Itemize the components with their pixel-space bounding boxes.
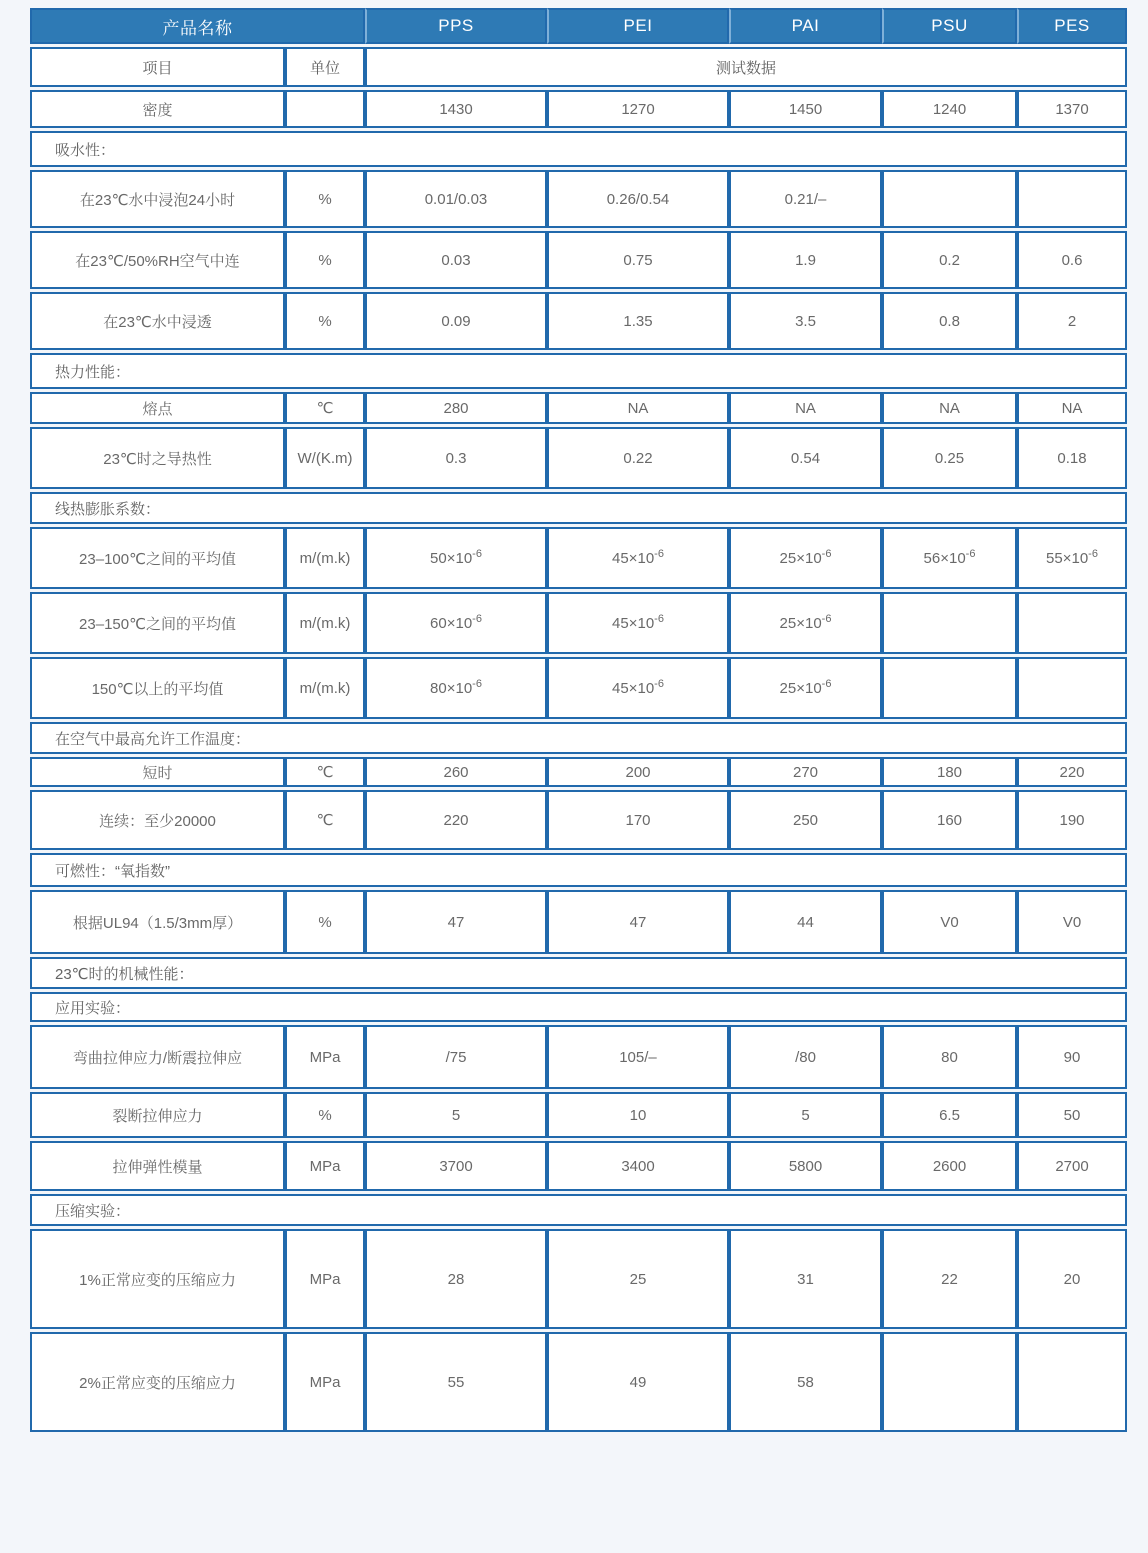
- unit-cell: ℃: [285, 757, 365, 787]
- value-cell: 190: [1017, 790, 1127, 850]
- data-row: [30, 427, 1127, 489]
- value-cell: 3400: [547, 1141, 729, 1191]
- value-cell: [1017, 657, 1127, 719]
- value-cell: 58: [729, 1332, 882, 1432]
- unit-cell: MPa: [285, 1141, 365, 1191]
- material-properties-table: [30, 5, 1127, 1435]
- value-cell: 22: [882, 1229, 1017, 1329]
- section-title: 在空气中最高允许工作温度：: [30, 722, 1127, 754]
- value-cell: 260: [365, 757, 547, 787]
- section-header-row: [30, 131, 1127, 167]
- unit-cell: %: [285, 1092, 365, 1138]
- data-row: [30, 1332, 1127, 1432]
- value-cell: [882, 592, 1017, 654]
- unit-cell: %: [285, 292, 365, 350]
- value-cell: 49: [547, 1332, 729, 1432]
- property-label-cell: 150℃以上的平均值: [30, 657, 285, 719]
- value-cell: 2: [1017, 292, 1127, 350]
- unit-cell: m/(m.k): [285, 592, 365, 654]
- value-cell: 25: [547, 1229, 729, 1329]
- value-cell: 5: [729, 1092, 882, 1138]
- value-cell: 0.8: [882, 292, 1017, 350]
- value-cell: /80: [729, 1025, 882, 1089]
- value-cell: 2700: [1017, 1141, 1127, 1191]
- section-title: 应用实验：: [30, 992, 1127, 1022]
- value-cell: 0.3: [365, 427, 547, 489]
- section-header-row: [30, 853, 1127, 887]
- value-cell: NA: [547, 392, 729, 424]
- data-row: [30, 527, 1127, 589]
- value-cell: 0.2: [882, 231, 1017, 289]
- property-label-cell: 在23℃水中浸泡24小时: [30, 170, 285, 228]
- property-label-cell: 23–150℃之间的平均值: [30, 592, 285, 654]
- value-cell: 1270: [547, 90, 729, 128]
- property-label-cell: 裂断拉伸应力: [30, 1092, 285, 1138]
- property-label-cell: 短时: [30, 757, 285, 787]
- value-cell: 200: [547, 757, 729, 787]
- value-cell: 90: [1017, 1025, 1127, 1089]
- section-title: 吸水性：: [30, 131, 1127, 167]
- value-cell: V0: [1017, 890, 1127, 954]
- data-row: [30, 170, 1127, 228]
- value-cell: 0.01/0.03: [365, 170, 547, 228]
- value-cell: 1.9: [729, 231, 882, 289]
- value-cell: 105/–: [547, 1025, 729, 1089]
- value-cell: $80\times 10^{-6}$: [365, 657, 547, 719]
- value-cell: 5800: [729, 1141, 882, 1191]
- value-cell: NA: [1017, 392, 1127, 424]
- product-column-header: PSU: [882, 8, 1017, 44]
- value-cell: 250: [729, 790, 882, 850]
- product-column-header: PAI: [729, 8, 882, 44]
- value-cell: 5: [365, 1092, 547, 1138]
- data-row: [30, 790, 1127, 850]
- property-label-cell: 根据UL94（1.5/3mm厚）: [30, 890, 285, 954]
- value-cell: $45\times 10^{-6}$: [547, 657, 729, 719]
- section-title: 可燃性：“氧指数”: [30, 853, 1127, 887]
- value-cell: V0: [882, 890, 1017, 954]
- unit-cell: m/(m.k): [285, 657, 365, 719]
- value-cell: 10: [547, 1092, 729, 1138]
- property-label-cell: 1%正常应变的压缩应力: [30, 1229, 285, 1329]
- unit-cell: %: [285, 231, 365, 289]
- value-cell: $55\times 10^{-6}$: [1017, 527, 1127, 589]
- value-cell: 220: [1017, 757, 1127, 787]
- value-cell: [882, 170, 1017, 228]
- product-column-header: PEI: [547, 8, 729, 44]
- section-title: 压缩实验：: [30, 1194, 1127, 1226]
- unit-cell: [285, 90, 365, 128]
- item-header: 项目: [30, 47, 285, 87]
- data-row: [30, 592, 1127, 654]
- value-cell: 6.5: [882, 1092, 1017, 1138]
- value-cell: 47: [547, 890, 729, 954]
- value-cell: 0.54: [729, 427, 882, 489]
- data-row: [30, 1141, 1127, 1191]
- section-header-row: [30, 992, 1127, 1022]
- data-row: [30, 757, 1127, 787]
- value-cell: 170: [547, 790, 729, 850]
- unit-cell: MPa: [285, 1229, 365, 1329]
- data-row: [30, 90, 1127, 128]
- value-cell: 0.03: [365, 231, 547, 289]
- value-cell: 1450: [729, 90, 882, 128]
- value-cell: 0.18: [1017, 427, 1127, 489]
- data-row: [30, 231, 1127, 289]
- property-label-cell: 2%正常应变的压缩应力: [30, 1332, 285, 1432]
- unit-cell: %: [285, 170, 365, 228]
- property-label-cell: 密度: [30, 90, 285, 128]
- value-cell: 1240: [882, 90, 1017, 128]
- value-cell: 280: [365, 392, 547, 424]
- data-row: [30, 392, 1127, 424]
- value-cell: $45\times 10^{-6}$: [547, 592, 729, 654]
- unit-cell: %: [285, 890, 365, 954]
- unit-cell: ℃: [285, 790, 365, 850]
- value-cell: $25\times 10^{-6}$: [729, 657, 882, 719]
- section-header-row: [30, 957, 1127, 989]
- value-cell: 1.35: [547, 292, 729, 350]
- data-row: [30, 657, 1127, 719]
- property-label-cell: 熔点: [30, 392, 285, 424]
- unit-cell: ℃: [285, 392, 365, 424]
- property-label-cell: 23–100℃之间的平均值: [30, 527, 285, 589]
- value-cell: $25\times 10^{-6}$: [729, 527, 882, 589]
- section-title: 23℃时的机械性能：: [30, 957, 1127, 989]
- value-cell: 28: [365, 1229, 547, 1329]
- unit-cell: W/(K.m): [285, 427, 365, 489]
- product-column-header: PPS: [365, 8, 547, 44]
- value-cell: 50: [1017, 1092, 1127, 1138]
- product-name-header: 产品名称: [30, 8, 365, 44]
- value-cell: $50\times 10^{-6}$: [365, 527, 547, 589]
- value-cell: 0.09: [365, 292, 547, 350]
- value-cell: $56\times 10^{-6}$: [882, 527, 1017, 589]
- value-cell: 0.25: [882, 427, 1017, 489]
- value-cell: 180: [882, 757, 1017, 787]
- value-cell: 0.75: [547, 231, 729, 289]
- subheader-row: [30, 47, 1127, 87]
- value-cell: 2600: [882, 1141, 1017, 1191]
- value-cell: [882, 1332, 1017, 1432]
- value-cell: NA: [882, 392, 1017, 424]
- value-cell: NA: [729, 392, 882, 424]
- property-label-cell: 23℃时之导热性: [30, 427, 285, 489]
- value-cell: $60\times 10^{-6}$: [365, 592, 547, 654]
- value-cell: [882, 657, 1017, 719]
- value-cell: 0.6: [1017, 231, 1127, 289]
- value-cell: 160: [882, 790, 1017, 850]
- value-cell: 0.26/0.54: [547, 170, 729, 228]
- unit-cell: m/(m.k): [285, 527, 365, 589]
- unit-cell: MPa: [285, 1025, 365, 1089]
- property-label-cell: 在23℃/50%RH空气中连: [30, 231, 285, 289]
- unit-header: 单位: [285, 47, 365, 87]
- section-header-row: [30, 492, 1127, 524]
- data-row: [30, 1092, 1127, 1138]
- value-cell: 270: [729, 757, 882, 787]
- value-cell: $45\times 10^{-6}$: [547, 527, 729, 589]
- value-cell: [1017, 1332, 1127, 1432]
- value-cell: 55: [365, 1332, 547, 1432]
- value-cell: /75: [365, 1025, 547, 1089]
- property-label-cell: 拉伸弹性模量: [30, 1141, 285, 1191]
- table-header-row: [30, 8, 1127, 44]
- section-header-row: [30, 353, 1127, 389]
- section-header-row: [30, 722, 1127, 754]
- value-cell: [1017, 170, 1127, 228]
- value-cell: 1430: [365, 90, 547, 128]
- value-cell: [1017, 592, 1127, 654]
- data-row: [30, 292, 1127, 350]
- product-column-header: PES: [1017, 8, 1127, 44]
- property-label-cell: 在23℃水中浸透: [30, 292, 285, 350]
- value-cell: 44: [729, 890, 882, 954]
- value-cell: 0.22: [547, 427, 729, 489]
- value-cell: 0.21/–: [729, 170, 882, 228]
- value-cell: 1370: [1017, 90, 1127, 128]
- value-cell: 20: [1017, 1229, 1127, 1329]
- section-title: 热力性能：: [30, 353, 1127, 389]
- data-row: [30, 1025, 1127, 1089]
- value-cell: 47: [365, 890, 547, 954]
- data-row: [30, 890, 1127, 954]
- test-data-header: 测试数据: [365, 47, 1127, 87]
- property-label-cell: 连续：至少20000: [30, 790, 285, 850]
- section-title: 线热膨胀系数：: [30, 492, 1127, 524]
- value-cell: 31: [729, 1229, 882, 1329]
- value-cell: 220: [365, 790, 547, 850]
- value-cell: $25\times 10^{-6}$: [729, 592, 882, 654]
- property-label-cell: 弯曲拉伸应力/断震拉伸应: [30, 1025, 285, 1089]
- section-header-row: [30, 1194, 1127, 1226]
- data-row: [30, 1229, 1127, 1329]
- value-cell: 3.5: [729, 292, 882, 350]
- unit-cell: MPa: [285, 1332, 365, 1432]
- value-cell: 3700: [365, 1141, 547, 1191]
- value-cell: 80: [882, 1025, 1017, 1089]
